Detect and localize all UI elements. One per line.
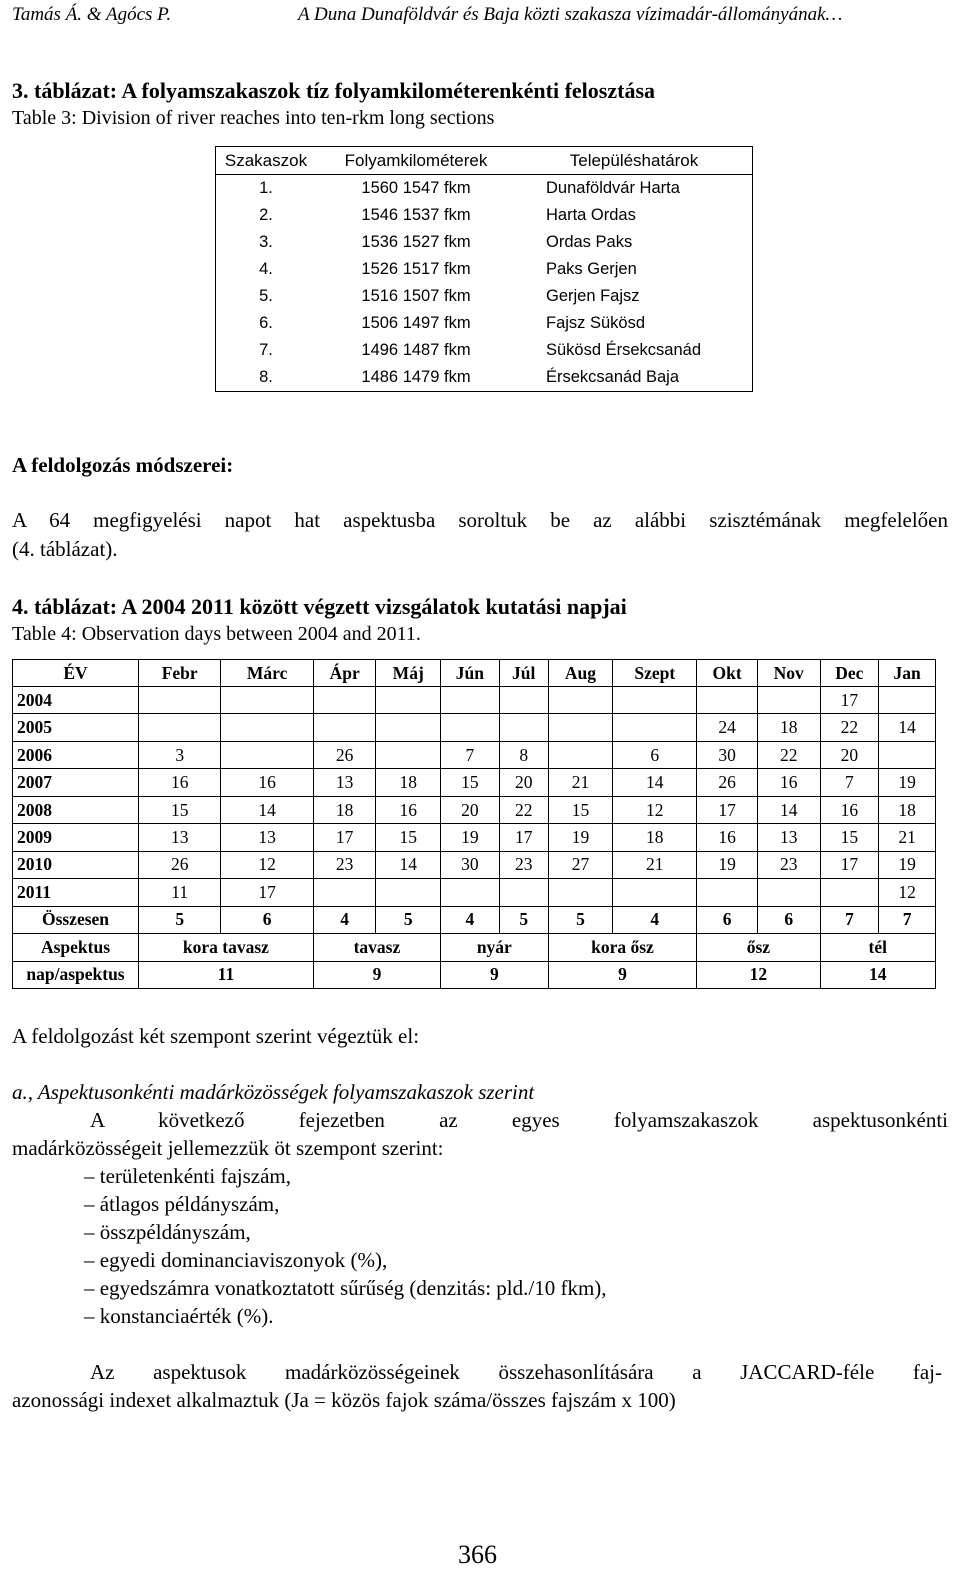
methods-paragraph-line1: A 64 megfigyelési napot hat aspektusba soroltuk be az alábbi szisztémának megfelelően	[12, 508, 948, 532]
table3-cell: Sükösd Érsekcsanád	[546, 341, 702, 359]
table3-caption-en: Table 3: Division of river reaches into ten-rkm long sections	[12, 107, 495, 129]
processing-subheading: a., Aspektusonkénti madárközösségek folyamszakaszok szerint	[12, 1080, 535, 1104]
table4-row	[13, 824, 936, 851]
jaccard-paragraph-line1: Az aspektusok madárközösségeinek összehasonlítására a JACCARD-féle faj-	[90, 1360, 942, 1384]
table4-cell	[548, 714, 613, 741]
table3-cell: 1516 1507 fkm	[361, 287, 471, 305]
table3-row	[216, 364, 753, 392]
table3-row	[216, 202, 753, 229]
processing-intro: A feldolgozást két szempont szerint végeztük el:	[12, 1024, 420, 1048]
table4-cell: 16	[139, 769, 221, 796]
table3-cell: 1546 1537 fkm	[361, 206, 471, 224]
list-item: – területenkénti fajszám,	[84, 1164, 291, 1188]
table4-cell	[376, 741, 441, 768]
table4-cell: 12	[613, 796, 697, 823]
table4-cell: 22	[757, 741, 820, 768]
table4-cell: 18	[376, 769, 441, 796]
table4-cell: 20	[441, 796, 500, 823]
table4-cell	[221, 741, 314, 768]
table4-cell	[441, 714, 500, 741]
table4-cell	[548, 741, 613, 768]
table4-cell	[221, 714, 314, 741]
table4-row	[13, 879, 936, 906]
table4-cell: 17	[820, 851, 879, 878]
table4-total-cell: 5	[139, 906, 221, 933]
table4-cell: 24	[697, 714, 758, 741]
table4-aspect-cell: tavasz	[313, 934, 440, 961]
list-item: – egyedi dominanciaviszonyok (%),	[84, 1248, 388, 1272]
processing-paragraph-line1: A következő fejezetben az egyes folyamszakaszok aspektusonkénti	[90, 1108, 948, 1132]
table4-year: 2010	[13, 851, 139, 878]
table4-cell: 26	[697, 769, 758, 796]
table4-year: 2007	[13, 769, 139, 796]
methods-paragraph-line2: (4. táblázat).	[12, 537, 118, 561]
table4-totals-row	[13, 906, 936, 933]
table4-per-aspect-cell: 9	[548, 961, 697, 988]
table4-cell: 19	[548, 824, 613, 851]
page-number: 366	[458, 1540, 497, 1569]
table4-cell	[879, 687, 936, 714]
table4-cell	[441, 879, 500, 906]
table4-cell: 23	[499, 851, 548, 878]
table4-cell	[313, 714, 376, 741]
running-head	[12, 4, 952, 26]
table4-cell: 13	[757, 824, 820, 851]
table4-cell: 14	[613, 769, 697, 796]
table4-cell: 17	[499, 824, 548, 851]
table4-cell: 14	[376, 851, 441, 878]
table4-cell: 12	[221, 851, 314, 878]
table3-cell: 8.	[259, 368, 273, 386]
table4-cell	[613, 879, 697, 906]
table3-row	[216, 229, 753, 256]
list-item: – konstanciaérték (%).	[84, 1304, 274, 1328]
table4-aspect-cell: ősz	[697, 934, 820, 961]
table4-cell: 16	[376, 796, 441, 823]
table3-cell: Ordas Paks	[546, 233, 633, 251]
table4-cell	[548, 879, 613, 906]
table4-total-cell: 6	[697, 906, 758, 933]
table4-cell: 13	[221, 824, 314, 851]
table4-cell: 8	[499, 741, 548, 768]
table3-cell: 6.	[259, 314, 273, 332]
table4-total-cell: 7	[879, 906, 936, 933]
table4-cell	[376, 879, 441, 906]
table4-cell: 22	[820, 714, 879, 741]
table4-cell: 13	[313, 769, 376, 796]
table4-cell: 14	[879, 714, 936, 741]
table4-cell: 18	[757, 714, 820, 741]
table4-cell: 26	[139, 851, 221, 878]
list-item: – egyedszámra vonatkoztatott sűrűség (denzitás: pld./10 fkm),	[84, 1276, 607, 1300]
table3-cell: 1.	[259, 179, 273, 197]
table4-cell: 23	[313, 851, 376, 878]
table4-caption-en: Table 4: Observation days between 2004 and 2011.	[12, 623, 421, 645]
table3-cell: Érsekcsanád Baja	[546, 368, 679, 386]
table4-header: Máj	[376, 660, 441, 687]
table4-total-cell: 4	[313, 906, 376, 933]
table4-cell: 20	[820, 741, 879, 768]
table3-row	[216, 175, 753, 203]
table3-row	[216, 337, 753, 364]
table3-row	[216, 256, 753, 283]
table4-cell: 21	[548, 769, 613, 796]
table4-cell: 15	[376, 824, 441, 851]
list-item: – összpéldányszám,	[84, 1220, 251, 1244]
table3-row	[216, 310, 753, 337]
processing-paragraph-line2: madárközösségeit jellemezzük öt szempont szerint:	[12, 1136, 444, 1160]
table4-cell: 21	[879, 824, 936, 851]
table3	[215, 146, 753, 392]
table4-cell	[441, 687, 500, 714]
table4-cell	[221, 687, 314, 714]
table4-cell: 16	[697, 824, 758, 851]
table3-cell: 1506 1497 fkm	[361, 314, 471, 332]
table3-cell: Gerjen Fajsz	[546, 287, 640, 305]
table4-row	[13, 741, 936, 768]
table4-cell	[613, 687, 697, 714]
table4-aspect-cell: tél	[820, 934, 935, 961]
table4-cell: 26	[313, 741, 376, 768]
table4-total-cell: 7	[820, 906, 879, 933]
table4-total-cell: 6	[757, 906, 820, 933]
table3-caption: 3. táblázat: A folyamszakaszok tíz folyamkilométerenkénti felosztása	[12, 78, 656, 103]
table4-cell: 30	[441, 851, 500, 878]
table4-row	[13, 769, 936, 796]
table4-cell: 16	[221, 769, 314, 796]
table4-cell: 14	[757, 796, 820, 823]
table4-year: 2008	[13, 796, 139, 823]
table4-year: 2006	[13, 741, 139, 768]
table4-cell	[376, 714, 441, 741]
table4-header: Okt	[697, 660, 758, 687]
table4-cell	[499, 879, 548, 906]
table4-aspect-cell: kora ősz	[548, 934, 697, 961]
table4-cell	[313, 687, 376, 714]
table4-header: Júl	[499, 660, 548, 687]
table3-cell: 1486 1479 fkm	[361, 368, 471, 386]
table4-cell	[757, 879, 820, 906]
table3-cell: 2.	[259, 206, 273, 224]
running-head-authors: Tamás Á. & Agócs P.	[12, 4, 172, 25]
table3-cell: Paks Gerjen	[546, 260, 637, 278]
table4-cell: 15	[139, 796, 221, 823]
table4-cell: 16	[820, 796, 879, 823]
table3-cell: Harta Ordas	[546, 206, 636, 224]
table4-totals-label: Összesen	[13, 906, 139, 933]
table4-row	[13, 851, 936, 878]
table4-cell: 23	[757, 851, 820, 878]
table4-cell: 7	[441, 741, 500, 768]
table4-year: 2011	[13, 879, 139, 906]
table4-year: 2009	[13, 824, 139, 851]
table4-total-cell: 4	[441, 906, 500, 933]
table4-total-cell: 5	[548, 906, 613, 933]
table4-cell: 3	[139, 741, 221, 768]
table4-header: Aug	[548, 660, 613, 687]
table4-cell: 18	[313, 796, 376, 823]
table3-cell: 5.	[259, 287, 273, 305]
table4-per-aspect-cell: 9	[313, 961, 440, 988]
table3-cell: 1526 1517 fkm	[361, 260, 471, 278]
table4-cell: 17	[221, 879, 314, 906]
table4-cell: 6	[613, 741, 697, 768]
table4-per-aspect-row	[13, 961, 936, 988]
table4-cell	[139, 714, 221, 741]
table3-header: Településhatárok	[569, 150, 699, 170]
table4-cell: 12	[879, 879, 936, 906]
table4-cell: 20	[499, 769, 548, 796]
table4-header: Jún	[441, 660, 500, 687]
table4-cell	[613, 714, 697, 741]
table4-header: ÉV	[13, 660, 139, 687]
table4-cell: 30	[697, 741, 758, 768]
list-item: – átlagos példányszám,	[84, 1192, 280, 1216]
table4-header: Febr	[139, 660, 221, 687]
table3-cell: 1536 1527 fkm	[361, 233, 471, 251]
table4-cell: 17	[820, 687, 879, 714]
table4-cell: 22	[499, 796, 548, 823]
table4-aspect-cell: nyár	[441, 934, 549, 961]
table4-cell	[879, 741, 936, 768]
table4-per-aspect-label: nap/aspektus	[13, 961, 139, 988]
table4-header: Márc	[221, 660, 314, 687]
table4-cell	[548, 687, 613, 714]
table3-cell: Dunaföldvár Harta	[546, 179, 680, 197]
methods-heading: A feldolgozás módszerei:	[12, 453, 234, 477]
table4-header-row	[13, 660, 936, 687]
table4-cell	[499, 714, 548, 741]
table4-cell: 15	[441, 769, 500, 796]
table3-header: Folyamkilométerek	[344, 150, 488, 170]
table4-cell	[757, 687, 820, 714]
table3-cell: Fajsz Sükösd	[546, 314, 646, 332]
table4-cell: 19	[879, 851, 936, 878]
table4-aspect-row	[13, 934, 936, 961]
table4-cell: 18	[613, 824, 697, 851]
table4-caption: 4. táblázat: A 2004 2011 között végzett vizsgálatok kutatási napjai	[12, 594, 627, 619]
table4-aspect-cell: kora tavasz	[139, 934, 314, 961]
table4-cell: 19	[697, 851, 758, 878]
table4-total-cell: 4	[613, 906, 697, 933]
table4-cell: 7	[820, 769, 879, 796]
jaccard-paragraph-line2: azonossági indexet alkalmaztuk (Ja = közös fajok száma/összes fajszám x 100)	[12, 1388, 676, 1412]
table4-row	[13, 687, 936, 714]
table4-header: Jan	[879, 660, 936, 687]
table4-header: Szept	[613, 660, 697, 687]
table4-header: Ápr	[313, 660, 376, 687]
table4-per-aspect-cell: 12	[697, 961, 820, 988]
table4-cell	[376, 687, 441, 714]
table4-row	[13, 796, 936, 823]
table4-cell	[697, 879, 758, 906]
table3-row	[216, 283, 753, 310]
table4-cell: 17	[697, 796, 758, 823]
table4-per-aspect-cell: 9	[441, 961, 549, 988]
table4	[12, 659, 936, 989]
table4-cell: 19	[879, 769, 936, 796]
table3-cell: 4.	[259, 260, 273, 278]
table4-cell: 15	[820, 824, 879, 851]
table4-header: Dec	[820, 660, 879, 687]
table4-cell: 17	[313, 824, 376, 851]
table4-per-aspect-cell: 14	[820, 961, 935, 988]
table4-cell: 18	[879, 796, 936, 823]
table4-cell: 15	[548, 796, 613, 823]
table4-cell	[499, 687, 548, 714]
table4-total-cell: 5	[376, 906, 441, 933]
table4-cell	[313, 879, 376, 906]
table3-header: Szakaszok	[224, 150, 308, 170]
table4-cell: 16	[757, 769, 820, 796]
running-head-title: A Duna Dunaföldvár és Baja közti szakasza vízimadár-állományának…	[298, 4, 843, 25]
table4-header: Nov	[757, 660, 820, 687]
table4-cell: 14	[221, 796, 314, 823]
table4-year: 2004	[13, 687, 139, 714]
table3-cell: 3.	[259, 233, 273, 251]
table4-year: 2005	[13, 714, 139, 741]
table4-total-cell: 5	[499, 906, 548, 933]
table4-cell	[820, 879, 879, 906]
table4-aspect-label: Aspektus	[13, 934, 139, 961]
table3-header-row	[216, 147, 753, 175]
table4-cell: 21	[613, 851, 697, 878]
table3-cell: 1560 1547 fkm	[361, 179, 471, 197]
table3-cell: 7.	[259, 341, 273, 359]
table4-cell: 13	[139, 824, 221, 851]
table4-cell	[697, 687, 758, 714]
table4-cell	[139, 687, 221, 714]
table4-per-aspect-cell: 11	[139, 961, 314, 988]
table4-row	[13, 714, 936, 741]
table4-total-cell: 6	[221, 906, 314, 933]
table4-cell: 19	[441, 824, 500, 851]
table3-cell: 1496 1487 fkm	[361, 341, 471, 359]
table4-cell: 27	[548, 851, 613, 878]
table4-cell: 11	[139, 879, 221, 906]
